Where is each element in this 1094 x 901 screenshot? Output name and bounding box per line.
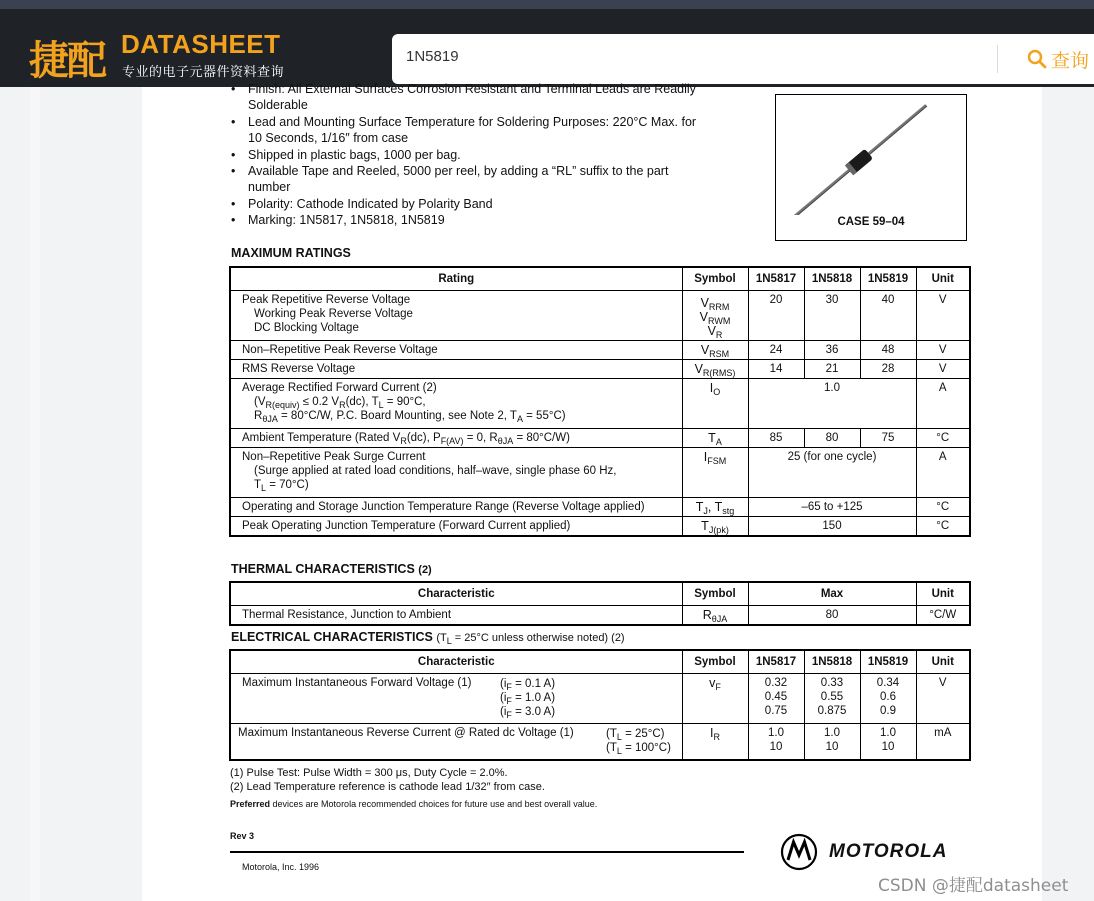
table-row [230,674,970,724]
unit-cell: °C [916,429,970,448]
table-header-row [230,267,970,291]
unit-cell: °C [916,498,970,517]
rating-label: Peak Repetitive Reverse Voltage [242,294,411,306]
col-header: 1N5818 [804,267,860,291]
symbol-cell: $I_R$ [682,724,748,760]
value-cell: –65 to +125 [748,498,916,517]
search-divider [997,45,998,73]
symbol-cell: $v_F$ [682,674,748,724]
col-header: 1N5819 [860,267,916,291]
value-cell: 80 [748,606,916,626]
table-row [230,291,970,341]
col-header: Symbol [682,650,748,674]
site-header [0,9,1094,87]
value-cell: 1.0 10 [748,724,804,760]
value-cell: 28 [860,360,916,379]
rating-label: RMS Reverse Voltage [230,360,682,379]
footnote: (1) Pulse Test: Pulse Width = 300 μs, Duty Cycle = 2.0%. [230,767,508,779]
value-cell: 30 [804,291,860,341]
table-row [230,429,970,448]
col-header: Symbol [682,582,748,606]
search-button[interactable] [1027,45,1089,73]
max-ratings-table [229,266,971,537]
unit-cell: A [916,448,970,498]
brand-name: MOTOROLA [829,841,948,862]
value-cell: 80 [804,429,860,448]
table-row [230,379,970,429]
symbol-cell: $V_{RSM}$ [682,341,748,360]
table-row [230,606,970,626]
rating-label: Non–Repetitive Peak Reverse Voltage [230,341,682,360]
unit-cell: °C [916,517,970,537]
test-conditions: ($i_F = 0.1$ A) ($i_F = 1.0$ A) ($i_F = 3.0$ A) [500,678,556,720]
value-cell: 0.32 0.45 0.75 [748,674,804,724]
table-row [230,498,970,517]
left-page-edge [30,87,40,901]
unit-cell: V [916,341,970,360]
case-label: CASE 59–04 [837,216,905,228]
site-logo-cn[interactable]: 捷配 [29,38,105,84]
value-cell: 21 [804,360,860,379]
footnotes [230,766,545,794]
characteristic-label: Maximum Instantaneous Reverse Current @ Rated dc Voltage (1) [238,727,574,739]
preferred-note: Preferred devices are Motorola recommended choices for future use and best overall value. [230,799,598,809]
value-cell: 25 (for one cycle) [748,448,916,498]
symbol-cell: $R_{\theta JA}$ [682,606,748,626]
test-conditions: $(T_L = 25^\circ C)$ $(T_L = 100^\circ C)$ [606,728,671,756]
unit-cell: V [916,291,970,341]
revision-label: Rev 3 [230,831,255,841]
col-header: Symbol [682,267,748,291]
symbol-cell: $T_J$, $T_{stg}$ [682,498,748,517]
table-header-row [230,582,970,606]
value-cell: 0.33 0.55 0.875 [804,674,860,724]
electrical-title: ELECTRICAL CHARACTERISTICS ($T_L = 25^\circ C$ unless otherwise noted) (2) [231,630,625,646]
unit-cell: mA [916,724,970,760]
watermark: CSDN @捷配datasheet [878,876,1069,896]
col-header: 1N5818 [804,650,860,674]
rating-label: Working Peak Reverse Voltage [254,308,413,320]
package-figure [775,94,967,241]
footnote: (2) Lead Temperature reference is cathode lead 1/32″ from case. [230,781,545,793]
feature-item: • Lead and Mounting Surface Temperature for Soldering Purposes: 220°C Max. for 10 Seconds, 1/16″ from case [229,114,699,147]
rating-note: $R_{\theta JA} = 80^\circ C/W$, P.C. Board Mounting, see Note 2, $T_A = 55^\circ C$) [254,410,566,424]
feature-item: • Polarity: Cathode Indicated by Polarity Band [229,196,699,212]
rating-label: Operating and Storage Junction Temperature Range (Reverse Voltage applied) [230,498,682,517]
table-row [230,724,970,760]
table-header-row [230,650,970,674]
table-row [230,517,970,537]
rating-label: Peak Operating Junction Temperature (Forward Current applied) [230,517,682,537]
col-header: 1N5817 [748,650,804,674]
col-header: Max [748,582,916,606]
symbol-cell: $I_O$ [682,379,748,429]
value-cell: 48 [860,341,916,360]
footer-rule [230,851,744,853]
col-header: 1N5819 [860,650,916,674]
unit-cell: V [916,360,970,379]
col-header: Unit [916,650,970,674]
value-cell: 36 [804,341,860,360]
table-row [230,448,970,498]
copyright: Motorola, Inc. 1996 [242,862,320,872]
rating-note: $T_L = 70^\circ C$) [254,479,309,493]
col-header: Characteristic [230,582,682,606]
value-cell: 150 [748,517,916,537]
rating-label: Average Rectified Forward Current (2) [242,382,437,394]
value-cell: 85 [748,429,804,448]
rating-label: DC Blocking Voltage [254,322,359,334]
symbol-cell: $I_{FSM}$ [682,448,748,498]
search-input[interactable] [406,48,966,65]
search-bar [392,34,1094,84]
feature-list [229,81,699,229]
value-cell: 1.0 10 [860,724,916,760]
value-cell: 24 [748,341,804,360]
right-gutter [1042,87,1094,901]
thermal-title: THERMAL CHARACTERISTICS (2) [231,562,432,576]
rating-note: ($V_{R(equiv)} \le 0.2$ $V_R(dc)$, $T_L = 90^\circ C$, [254,396,426,410]
feature-item: • Shipped in plastic bags, 1000 per bag. [229,147,699,163]
value-cell: 75 [860,429,916,448]
table-row [230,341,970,360]
col-header: 1N5817 [748,267,804,291]
unit-cell: °C/W [916,606,970,626]
diode-drawing [776,95,966,215]
motorola-logo-icon [780,833,818,871]
electrical-table [229,649,971,761]
symbol-cell: $T_{J(pk)}$ [682,517,748,537]
table-row [230,360,970,379]
rating-label: Non–Repetitive Peak Surge Current [242,451,426,463]
col-header: Unit [916,267,970,291]
value-cell: 1.0 10 [804,724,860,760]
value-cell: 14 [748,360,804,379]
symbol-cell: $V_{RRM}$ $V_{RWM}$ $V_R$ [682,291,748,341]
col-header: Rating [230,267,682,291]
col-header: Characteristic [230,650,682,674]
thermal-table [229,581,971,626]
feature-item: • Finish: All External Surfaces Corrosion Resistant and Terminal Leads are Readily Solderable [229,81,699,114]
characteristic-label: Maximum Instantaneous Forward Voltage (1) [242,677,472,689]
search-icon [1027,49,1047,69]
feature-item: • Available Tape and Reeled, 5000 per reel, by adding a “RL” suffix to the part number [229,163,699,196]
col-header: Unit [916,582,970,606]
max-ratings-title: MAXIMUM RATINGS [231,246,351,260]
site-logo-en[interactable]: DATASHEET [121,29,281,59]
unit-cell: A [916,379,970,429]
value-cell: 0.34 0.6 0.9 [860,674,916,724]
top-strip [0,0,1094,9]
rating-note: (Surge applied at rated load conditions, half–wave, single phase 60 Hz, [254,465,617,477]
left-gutter [0,87,142,901]
unit-cell: V [916,674,970,724]
site-slogan: 专业的电子元器件资料查询 [122,65,285,80]
value-cell: 1.0 [748,379,916,429]
rating-label: Ambient Temperature (Rated $V_R(dc)$, $P_{F(AV)} = 0$, $R_{\theta JA} = 80^\circ C/W$) [230,429,682,448]
value-cell: 20 [748,291,804,341]
characteristic-label: Thermal Resistance, Junction to Ambient [230,606,682,626]
value-cell: 40 [860,291,916,341]
symbol-cell: $V_{R(RMS)}$ [682,360,748,379]
symbol-cell: $T_A$ [682,429,748,448]
search-button-label: 查询 [1051,49,1090,72]
feature-item: • Marking: 1N5817, 1N5818, 1N5819 [229,212,699,228]
